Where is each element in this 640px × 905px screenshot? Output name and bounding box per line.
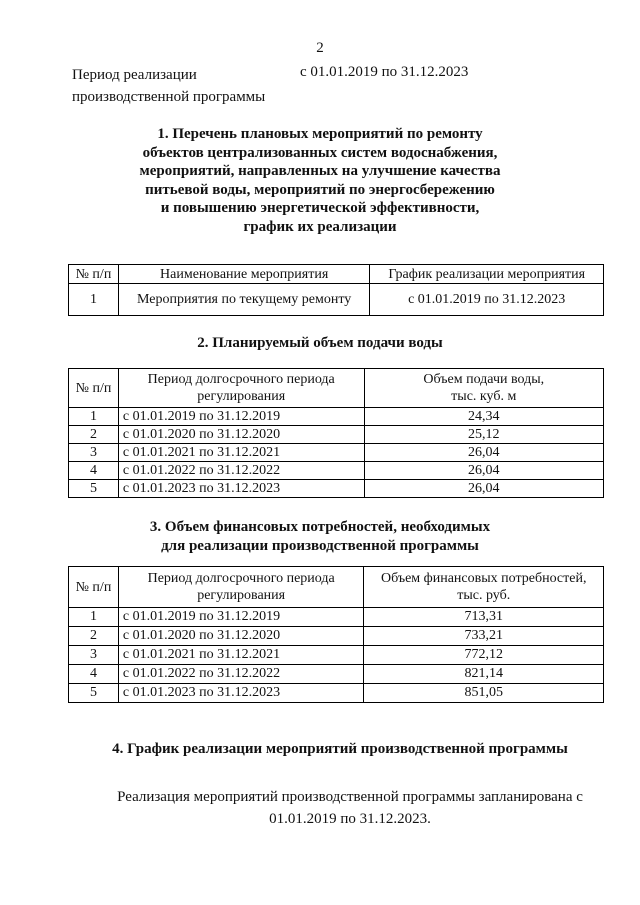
- section2-title-line: 2. Планируемый объем подачи воды: [197, 335, 443, 351]
- cell-activity: Мероприятия по текущему ремонту: [118, 284, 370, 316]
- section3-title-line: 3. Объем финансовых потребностей, необходимых: [149, 519, 491, 535]
- section1-title-line: мероприятий, направленных на улучшение качества: [139, 163, 501, 179]
- section3-title-line: для реализации производственной программы: [161, 537, 479, 554]
- table-row: [69, 426, 604, 444]
- cell-volume: 26,04: [364, 444, 604, 462]
- cell-period: с 01.01.2022 по 31.12.2022: [118, 665, 364, 684]
- cell-period: с 01.01.2021 по 31.12.2021: [118, 646, 364, 665]
- cell-volume: 24,34: [364, 408, 604, 426]
- section1-title-line: объектов централизованных систем водоснабжения,: [142, 144, 498, 161]
- cell-volume: 26,04: [364, 462, 604, 480]
- cell-num: 5: [69, 480, 119, 498]
- header-activity: Наименование мероприятия: [118, 265, 370, 284]
- header-period-line: регулирования: [197, 389, 286, 404]
- table-row: [69, 444, 604, 462]
- period-value: с 01.01.2019 по 31.12.2023: [300, 64, 469, 80]
- section1-title-line: график их реализации: [243, 218, 397, 235]
- table-row: [69, 608, 604, 627]
- table-row: [69, 665, 604, 684]
- table-row: [69, 462, 604, 480]
- cell-num: 2: [69, 627, 119, 646]
- cell-period: с 01.01.2020 по 31.12.2020: [118, 426, 364, 444]
- section4-title-line: 4. График реализации мероприятий производственной программы: [112, 741, 568, 757]
- table-header-row: [69, 567, 604, 608]
- table-row: [69, 646, 604, 665]
- cell-period: с 01.01.2019 по 31.12.2019: [118, 408, 364, 426]
- cell-num: 3: [69, 646, 119, 665]
- period-label-line1: Период реализации: [72, 67, 197, 83]
- cell-schedule: с 01.01.2019 по 31.12.2023: [370, 284, 604, 316]
- activities-table: [68, 264, 604, 316]
- cell-num: 4: [69, 462, 119, 480]
- period-label-line2: производственной программы: [72, 89, 266, 105]
- header-num: № п/п: [69, 265, 119, 284]
- header-num: № п/п: [69, 369, 119, 408]
- cell-amount: 713,31: [364, 608, 604, 627]
- table-header-row: [69, 369, 604, 408]
- header-volume-line: Объем подачи воды,: [423, 372, 545, 387]
- header-finance: [364, 567, 604, 608]
- table-row: [69, 684, 604, 703]
- water-volume-table: [68, 368, 604, 498]
- cell-num: 1: [69, 284, 119, 316]
- paragraph-line: Реализация мероприятий производственной программы запланирована с: [117, 789, 583, 805]
- cell-period: с 01.01.2019 по 31.12.2019: [118, 608, 364, 627]
- period-label: [72, 64, 265, 108]
- section4-title: [40, 740, 640, 759]
- header-period-line: регулирования: [197, 588, 286, 603]
- table-row: [69, 627, 604, 646]
- section1-title-line: питьевой воды, мероприятий по энергосбережению: [145, 181, 495, 198]
- cell-period: с 01.01.2022 по 31.12.2022: [118, 462, 364, 480]
- table-row: [69, 284, 604, 316]
- cell-amount: 733,21: [364, 627, 604, 646]
- header-volume: [364, 369, 604, 408]
- paragraph-line: 01.01.2019 по 31.12.2023.: [269, 811, 431, 827]
- section1-title-line: 1. Перечень плановых мероприятий по ремонту: [157, 126, 483, 142]
- cell-volume: 25,12: [364, 426, 604, 444]
- table-row: [69, 408, 604, 426]
- cell-period: с 01.01.2021 по 31.12.2021: [118, 444, 364, 462]
- cell-period: с 01.01.2023 по 31.12.2023: [118, 684, 364, 703]
- cell-period: с 01.01.2023 по 31.12.2023: [118, 480, 364, 498]
- cell-amount: 851,05: [364, 684, 604, 703]
- section3-title: [100, 518, 540, 555]
- cell-volume: 26,04: [364, 480, 604, 498]
- cell-num: 4: [69, 665, 119, 684]
- header-period: [118, 567, 364, 608]
- section4-paragraph: [80, 786, 620, 830]
- cell-num: 5: [69, 684, 119, 703]
- page-number: 2: [316, 40, 324, 56]
- cell-amount: 772,12: [364, 646, 604, 665]
- section2-title: [100, 334, 540, 353]
- header-period-line: Период долгосрочного периода: [147, 372, 335, 387]
- header-finance-line: Объем финансовых потребностей,: [380, 571, 587, 586]
- cell-num: 2: [69, 426, 119, 444]
- header-volume-line: тыс. куб. м: [451, 389, 517, 404]
- cell-period: с 01.01.2020 по 31.12.2020: [118, 627, 364, 646]
- table-header-row: [69, 265, 604, 284]
- header-period: [118, 369, 364, 408]
- header-period-line: Период долгосрочного периода: [147, 571, 335, 586]
- header-num: № п/п: [69, 567, 119, 608]
- cell-num: 1: [69, 408, 119, 426]
- table-row: [69, 480, 604, 498]
- cell-num: 1: [69, 608, 119, 627]
- header-finance-line: тыс. руб.: [457, 588, 511, 603]
- section1-title: [100, 125, 540, 236]
- cell-amount: 821,14: [364, 665, 604, 684]
- section1-title-line: и повышению энергетической эффективности,: [160, 200, 480, 216]
- financial-needs-table: [68, 566, 604, 703]
- cell-num: 3: [69, 444, 119, 462]
- header-schedule: График реализации мероприятия: [370, 265, 604, 284]
